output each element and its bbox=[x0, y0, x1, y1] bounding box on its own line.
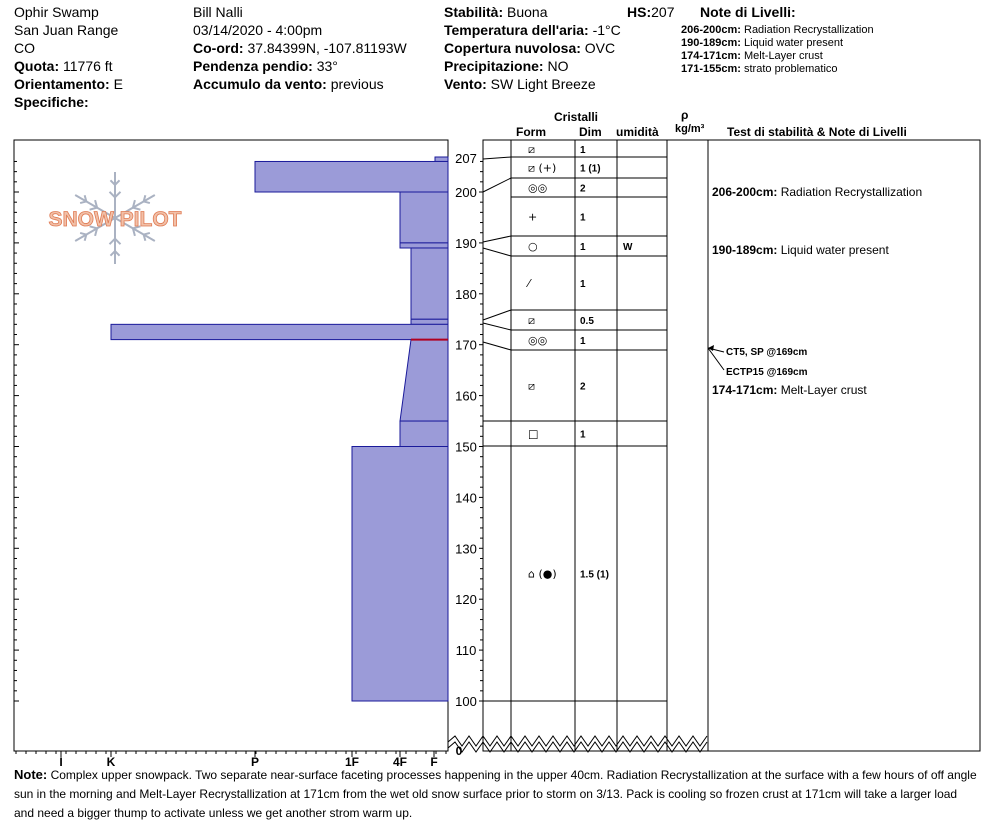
aspect-label: Orientamento: bbox=[14, 76, 110, 92]
layer-connector bbox=[483, 310, 511, 320]
depth-tick-label: 150 bbox=[455, 439, 477, 455]
crystal-size: 1.5 (1) bbox=[580, 569, 609, 581]
crystal-size: 2 bbox=[580, 381, 586, 393]
crystal-size: 1 bbox=[580, 145, 586, 156]
layer-note-right: 206-200cm: Radiation Recrystallization bbox=[712, 185, 923, 199]
depth-tick-label: 160 bbox=[455, 388, 477, 404]
hardness-bar bbox=[400, 192, 448, 243]
layer-note-right: 190-189cm: Liquid water present bbox=[712, 243, 889, 257]
stability-value: Buona bbox=[507, 4, 548, 20]
precip-label: Precipitazione: bbox=[444, 58, 544, 74]
stability-label: Stabilità: bbox=[444, 4, 504, 20]
crystal-form: ○ bbox=[528, 240, 538, 253]
hardness-bar bbox=[411, 319, 448, 324]
stability-test: ECTP15 @169cm bbox=[726, 367, 808, 378]
hardness-bar bbox=[400, 243, 448, 248]
air-temp-label: Temperatura dell'aria: bbox=[444, 22, 589, 38]
coord-value: 37.84399N, -107.81193W bbox=[247, 40, 407, 56]
hardness-tick-label: I bbox=[59, 755, 63, 769]
hardness-tick-label: P bbox=[250, 755, 260, 769]
layer-note-item: 206-200cm: Radiation Recrystallization bbox=[681, 24, 874, 36]
cloud-label: Copertura nuvolosa: bbox=[444, 40, 581, 56]
cloud-value: OVC bbox=[584, 40, 616, 56]
layer-note-item: 190-189cm: Liquid water present bbox=[681, 37, 844, 49]
axis-break-label: 0 bbox=[455, 744, 463, 758]
crystal-form: + bbox=[528, 210, 538, 224]
depth-tick-label: 190 bbox=[455, 235, 477, 251]
hardness-bar bbox=[411, 248, 448, 319]
crystal-form: ⧄ bbox=[528, 143, 535, 156]
crystal-form: ⌂ (●) bbox=[528, 567, 557, 581]
depth-tick-label: 140 bbox=[455, 490, 477, 506]
axis-break-upper bbox=[448, 736, 707, 746]
snowflake-branch bbox=[80, 233, 86, 235]
layer-connector bbox=[483, 236, 511, 242]
crystal-size: 1 (1) bbox=[580, 163, 601, 175]
crystal-form: ⁄ bbox=[528, 277, 530, 290]
air-temp-value: -1°C bbox=[592, 22, 621, 38]
aspect-value: E bbox=[113, 76, 123, 92]
rho-header: ρ bbox=[681, 108, 689, 122]
tests-notes-header: Test di stabilità & Note di Livelli bbox=[727, 125, 907, 139]
hs-label: HS: bbox=[627, 4, 652, 20]
crystal-size: 1 bbox=[580, 279, 586, 290]
hardness-bar bbox=[400, 421, 448, 446]
elevation-label: Quota: bbox=[14, 58, 60, 74]
hs-value: 207 bbox=[651, 4, 675, 20]
notes-panel-frame bbox=[708, 140, 980, 751]
crystal-form: ⧄ (+) bbox=[528, 161, 557, 175]
layer-note-item: 171-155cm: strato problematico bbox=[681, 63, 838, 75]
crystal-size: 1 bbox=[580, 212, 586, 224]
observation-datetime: 03/14/2020 - 4:00pm bbox=[193, 22, 323, 38]
crystal-form: ⧄ bbox=[528, 379, 535, 393]
crystal-size: 1 bbox=[580, 429, 586, 441]
depth-tick-label: 207 bbox=[455, 151, 477, 166]
snowflake-branch bbox=[144, 201, 150, 203]
hardness-tick-label: F bbox=[430, 755, 438, 769]
crystal-size: 1 bbox=[580, 242, 586, 253]
slope-value: 33° bbox=[316, 58, 338, 74]
crystal-form: ◎◎ bbox=[528, 334, 548, 347]
location-name: Ophir Swamp bbox=[14, 4, 99, 20]
crystal-size: 2 bbox=[580, 183, 586, 195]
crystal-form: ◎◎ bbox=[528, 181, 548, 195]
notes-text: Complex upper snowpack. Two separate near-surface faceting processes happening in the upper 40cm. Radiation Recrystallization at the surface with a few hours of off angle sun in the morning and Melt-Layer Recrystallization at 171cm from the wet old snow surface prior to storm on 3/13. Pack is cooling so frozen crust at 171cm will take a larger load and need a bigger thump to activate unless we get another strom warm up. bbox=[14, 768, 977, 820]
layer-connector bbox=[483, 342, 511, 350]
stability-test: CT5, SP @169cm bbox=[726, 347, 808, 358]
hardness-bar bbox=[255, 161, 448, 192]
hardness-tick-label: 1F bbox=[344, 755, 360, 769]
notes-footer bbox=[14, 765, 980, 823]
layer-note-right: 174-171cm: Melt-Layer crust bbox=[712, 383, 867, 397]
depth-tick-label: 180 bbox=[455, 286, 477, 302]
wind-label: Vento: bbox=[444, 76, 487, 92]
depth-tick-label: 100 bbox=[455, 694, 477, 709]
hardness-tick-label: K bbox=[106, 755, 116, 769]
precip-value: NO bbox=[547, 58, 569, 74]
depth-tick-label: 130 bbox=[455, 541, 477, 557]
layer-connector bbox=[483, 323, 511, 330]
depth-tick-label: 110 bbox=[455, 643, 477, 659]
layer-connector bbox=[483, 157, 511, 159]
crystal-moisture: W bbox=[623, 242, 633, 253]
snowpilot-logo bbox=[49, 172, 182, 264]
hardness-bar bbox=[111, 324, 448, 339]
coord-label: Co-ord: bbox=[193, 40, 244, 56]
wind-load-label: Accumulo da vento: bbox=[193, 76, 327, 92]
crystal-size: 1 bbox=[580, 336, 586, 347]
layer-note-item: 174-171cm: Melt-Layer crust bbox=[681, 50, 823, 62]
test-arrowhead bbox=[708, 345, 714, 351]
wind-load-value: previous bbox=[330, 76, 384, 92]
wind-value: SW Light Breeze bbox=[490, 76, 596, 92]
state-name: CO bbox=[14, 40, 35, 56]
logo-text: SNOW PILOT bbox=[48, 208, 182, 231]
layer-notes-title: Note di Livelli: bbox=[700, 4, 796, 20]
crystals-header: Cristalli bbox=[554, 110, 599, 124]
layer-connector bbox=[483, 178, 511, 192]
density-unit-header: kg/m³ bbox=[675, 123, 705, 135]
crystal-form: ⧄ bbox=[528, 314, 535, 327]
elevation-value: 11776 ft bbox=[63, 58, 113, 74]
hardness-bar bbox=[400, 340, 448, 421]
notes-label: Note: bbox=[14, 767, 48, 782]
depth-tick-label: 200 bbox=[455, 185, 477, 200]
crystal-size: 0.5 bbox=[580, 316, 594, 327]
range-name: San Juan Range bbox=[14, 22, 119, 38]
form-header: Form bbox=[516, 125, 546, 139]
observer-name: Bill Nalli bbox=[193, 4, 243, 20]
slope-label: Pendenza pendio: bbox=[193, 58, 313, 74]
crystal-form: □ bbox=[528, 427, 539, 441]
hardness-bar bbox=[435, 157, 448, 161]
moisture-header: umidità bbox=[616, 125, 659, 139]
size-header: Dim bbox=[579, 125, 602, 139]
depth-tick-label: 170 bbox=[455, 337, 477, 353]
layer-connector bbox=[483, 248, 511, 256]
hardness-tick-label: 4F bbox=[392, 755, 408, 769]
hardness-bar bbox=[352, 447, 448, 702]
depth-tick-label: 120 bbox=[455, 592, 477, 608]
specifics-label: Specifiche: bbox=[14, 94, 89, 110]
